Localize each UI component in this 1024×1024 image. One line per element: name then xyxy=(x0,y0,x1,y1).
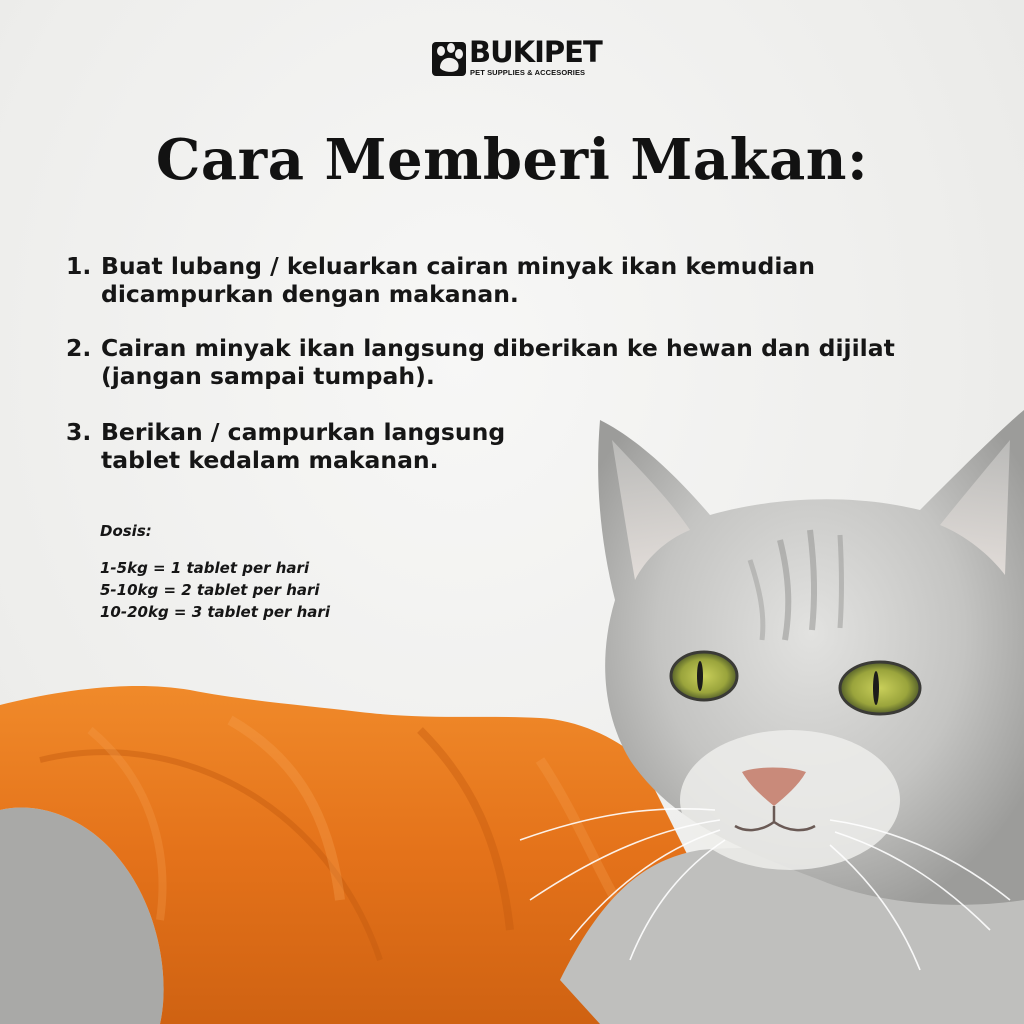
brand-tagline: PET SUPPLIES & ACCESORIES xyxy=(470,68,586,77)
dosage-title: Dosis: xyxy=(100,522,152,540)
step-line: Berikan / campurkan langsung xyxy=(101,418,506,446)
step-number: 2. xyxy=(66,334,92,362)
step-1 xyxy=(66,252,815,308)
paw-icon xyxy=(432,42,466,76)
brand-logo xyxy=(432,35,602,80)
step-line: (jangan sampai tumpah). xyxy=(101,362,435,390)
step-line: dicampurkan dengan makanan. xyxy=(101,280,519,308)
step-line: tablet kedalam makanan. xyxy=(101,446,439,474)
step-line: Cairan minyak ikan langsung diberikan ke hewan dan dijilat xyxy=(101,334,895,362)
step-2 xyxy=(66,334,895,390)
step-number: 3. xyxy=(66,418,92,446)
dosage-line: 1-5kg = 1 tablet per hari xyxy=(100,559,310,577)
brand-name: BUKIPET xyxy=(469,35,602,69)
step-line: Buat lubang / keluarkan cairan minyak ikan kemudian xyxy=(101,252,815,280)
step-number: 1. xyxy=(66,252,92,280)
page-title: Cara Memberi Makan: xyxy=(155,127,869,193)
dosage-section xyxy=(100,522,330,623)
dosage-line: 10-20kg = 3 tablet per hari xyxy=(100,603,330,621)
step-3 xyxy=(66,418,505,474)
dosage-line: 5-10kg = 2 tablet per hari xyxy=(100,581,320,599)
